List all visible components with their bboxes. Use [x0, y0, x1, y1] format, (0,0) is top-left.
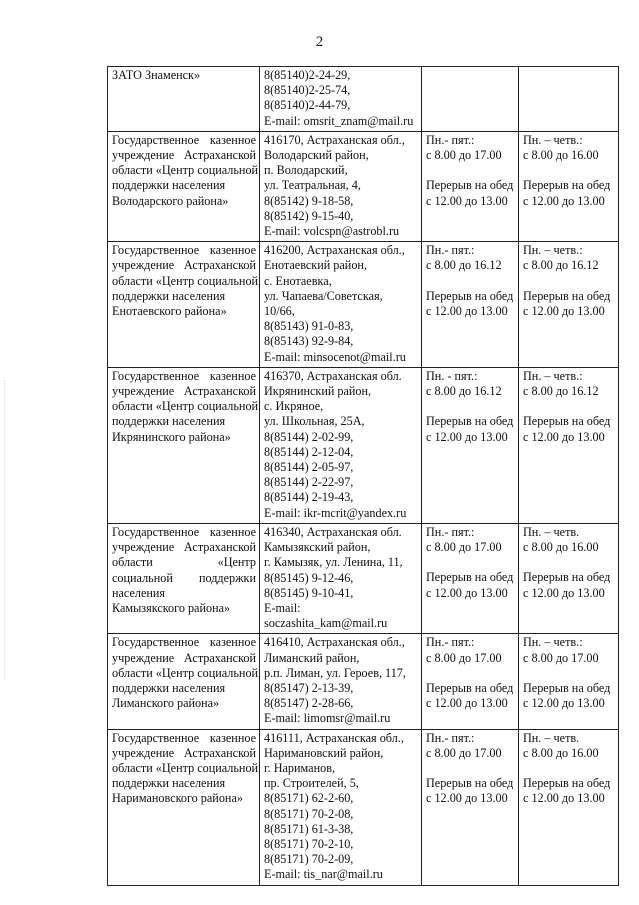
work-days: Пн. - пят.: [426, 368, 478, 383]
org-name-line: области «Центр социальной [112, 665, 259, 680]
org-name-line: учреждение Астраханской [112, 650, 256, 665]
table-row [108, 242, 619, 368]
email-link[interactable]: E-mail: omsrit_znam@mail.ru [264, 113, 414, 128]
address-line: с. Икряное, [264, 399, 324, 414]
lunch-break-label: Перерыв на обед [426, 776, 514, 791]
org-name-line: поддержки населения [112, 288, 226, 303]
lunch-break-label: Перерыв на обед [523, 776, 611, 791]
email-link[interactable]: E-mail: limomsr@mail.ru [264, 711, 391, 726]
lunch-break-time: с 12.00 до 13.00 [426, 193, 508, 208]
email-link[interactable]: E-mail: tis_nar@mail.ru [264, 867, 383, 882]
work-days: Пн. – четв.: [523, 368, 583, 383]
lunch-break-label: Перерыв на обед [426, 178, 514, 193]
address-line: 8(85144) 2-22-97, [264, 475, 354, 490]
table-row [108, 729, 619, 885]
spacer [426, 555, 515, 570]
address-line: Камызякский район, [264, 540, 371, 555]
org-name-cell [108, 634, 260, 729]
address-line: Енотаевский район, [264, 258, 367, 273]
table-body [108, 67, 619, 886]
address-line: ул. Школьная, 25А, [264, 414, 365, 429]
spacer [426, 274, 515, 289]
hours-short-week-cell [519, 523, 619, 633]
hours-short-week-cell [519, 634, 619, 729]
spacer [426, 399, 515, 414]
table-row [108, 523, 619, 633]
address-line: Наримановский район, [264, 745, 384, 760]
lunch-break-time: с 12.00 до 13.00 [426, 429, 508, 444]
lunch-break-label: Перерыв на обед [426, 414, 514, 429]
page-number: 2 [315, 34, 324, 50]
address-line: 416170, Астраханская обл., [264, 132, 405, 147]
org-name-line: области «Центр социальной [112, 273, 259, 288]
address-line: г. Камызяк, ул. Ленина, 11, [264, 555, 403, 570]
org-name-line: области «Центр социальной [112, 163, 259, 178]
work-days: Пн.- пят.: [426, 132, 475, 147]
address-cell [260, 634, 422, 729]
address-line: 8(85144) 2-19-43, [264, 490, 354, 505]
address-line: 8(85171) 70-2-08, [264, 806, 354, 821]
org-name-line: Енотаевского района» [112, 304, 227, 319]
lunch-break-time: с 12.00 до 13.00 [523, 696, 605, 711]
org-name-line: Наримановского района» [112, 791, 243, 806]
address-line: 8(85144) 2-05-97, [264, 460, 354, 475]
table-row [108, 131, 619, 241]
org-name-line: ЗАТО Знаменск» [112, 68, 201, 82]
address-line: пр. Строителей, 5, [264, 776, 359, 791]
address-line: Володарский район, [264, 148, 369, 163]
table-row [108, 67, 619, 132]
hours-weekdays-cell [422, 131, 519, 241]
org-name-line: области «Центр социальной [112, 760, 259, 775]
org-name-line: учреждение Астраханской [112, 258, 256, 273]
org-name-cell [108, 242, 260, 368]
lunch-break-label: Перерыв на обед [523, 570, 611, 585]
work-time: с 8.00 до 16.12 [523, 258, 599, 273]
address-cell [260, 242, 422, 368]
org-name-cell [108, 729, 260, 885]
address-cell [260, 729, 422, 885]
address-line: 10/66, [264, 304, 295, 319]
address-line: 8(85147) 2-28-66, [264, 696, 354, 711]
lunch-break-label: Перерыв на обед [426, 288, 514, 303]
org-name-line: учреждение Астраханской [112, 540, 256, 555]
address-line: ул. Театральная, 4, [264, 178, 361, 193]
hours-weekdays-cell [422, 67, 519, 132]
org-name-line: поддержки населения [112, 680, 226, 695]
address-line: 8(85142) 9-15-40, [264, 208, 354, 223]
org-name-line: Государственное казенное [112, 730, 256, 745]
lunch-break-time: с 12.00 до 13.00 [523, 304, 605, 319]
org-name-line: Камызякского района» [112, 600, 231, 615]
work-days: Пн.- пят.: [426, 635, 475, 650]
address-line: 8(85144) 2-12-04, [264, 444, 354, 459]
org-name-line: населения [112, 585, 166, 600]
org-name-line: Государственное казенное [112, 243, 256, 258]
org-name-line: Государственное казенное [112, 635, 256, 650]
address-cell [260, 131, 422, 241]
hours-weekdays-cell [422, 242, 519, 368]
work-days: Пн.- пят.: [426, 730, 475, 745]
work-time: с 8.00 до 16.00 [523, 540, 599, 555]
lunch-break-time: с 12.00 до 13.00 [426, 304, 508, 319]
org-name-line: учреждение Астраханской [112, 384, 256, 399]
address-line: 416370, Астраханская обл. [264, 368, 402, 383]
address-cell [260, 367, 422, 523]
email-link[interactable]: soczashita_kam@mail.ru [264, 616, 388, 631]
address-line: п. Володарский, [264, 163, 348, 178]
work-time: с 8.00 до 17.00 [426, 148, 502, 163]
address-line: 8(85143) 92-9-84, [264, 334, 354, 349]
hours-short-week-cell [519, 242, 619, 368]
address-line: 416410, Астраханская обл., [264, 635, 405, 650]
institutions-table [107, 66, 619, 886]
spacer [523, 274, 615, 289]
org-name-cell [108, 523, 260, 633]
work-days: Пн. – четв. [523, 730, 580, 745]
work-days: Пн. – четв. [523, 524, 580, 539]
work-time: с 8.00 до 17.00 [426, 540, 502, 555]
lunch-break-label: Перерыв на обед [426, 570, 514, 585]
lunch-break-time: с 12.00 до 13.00 [523, 791, 605, 806]
hours-weekdays-cell [422, 729, 519, 885]
spacer [523, 666, 615, 681]
hours-short-week-cell [519, 131, 619, 241]
address-line: 8(85143) 91-0-83, [264, 319, 354, 334]
address-cell [260, 523, 422, 633]
email-link[interactable]: E-mail: ikr-mcrit@yandex.ru [264, 505, 407, 520]
address-line: Икрянинский район, [264, 384, 372, 399]
org-name-line: социальной поддержки [112, 570, 256, 585]
lunch-break-time: с 12.00 до 13.00 [523, 193, 605, 208]
address-line: 416340, Астраханская обл. [264, 524, 402, 539]
address-line: 8(85140)2-44-79, [264, 98, 351, 113]
org-name-cell [108, 67, 260, 132]
work-days: Пн.- пят.: [426, 524, 475, 539]
lunch-break-time: с 12.00 до 13.00 [426, 585, 508, 600]
work-time: с 8.00 до 16.00 [523, 148, 599, 163]
org-name-cell [108, 131, 260, 241]
org-name-line: Государственное казенное [112, 132, 256, 147]
org-name-line: Володарского района» [112, 193, 229, 208]
org-name-line: Лиманского района» [112, 696, 220, 711]
address-line: 8(85171) 62-2-60, [264, 791, 354, 806]
lunch-break-label: Перерыв на обед [523, 178, 611, 193]
address-line: 8(85144) 2-02-99, [264, 429, 354, 444]
address-cell [260, 67, 422, 132]
hours-short-week-cell [519, 67, 619, 132]
work-days: Пн. – четв.: [523, 132, 583, 147]
address-line: р.п. Лиман, ул. Героев, 117, [264, 665, 406, 680]
work-days: Пн.- пят.: [426, 243, 475, 258]
spacer [523, 761, 615, 776]
address-line: Лиманский район, [264, 650, 360, 665]
hours-short-week-cell [519, 367, 619, 523]
table-row [108, 634, 619, 729]
address-line: г. Нариманов, [264, 760, 335, 775]
spacer [523, 163, 615, 178]
lunch-break-time: с 12.00 до 13.00 [523, 585, 605, 600]
org-name-line: учреждение Астраханской [112, 745, 256, 760]
org-name-line: области «Центр [112, 555, 256, 570]
spacer [523, 399, 615, 414]
hours-weekdays-cell [422, 523, 519, 633]
email-link[interactable]: E-mail: volcspn@astrobl.ru [264, 224, 400, 239]
org-name-line: Государственное казенное [112, 524, 256, 539]
work-time: с 8.00 до 16.12 [426, 258, 502, 273]
work-days: Пн. – четв.: [523, 243, 583, 258]
address-line: 8(85145) 9-12-46, [264, 570, 354, 585]
org-name-line: поддержки населения [112, 414, 226, 429]
address-line: 8(85140)2-25-74, [264, 83, 351, 98]
address-line: ул. Чапаева/Советская, [264, 288, 383, 303]
work-days: Пн. – четв.: [523, 635, 583, 650]
email-link[interactable]: E-mail: minsocenot@mail.ru [264, 349, 406, 364]
org-name-line: поддержки населения [112, 776, 226, 791]
org-name-line: Государственное казенное [112, 368, 256, 383]
org-name-line: поддержки населения [112, 178, 226, 193]
address-line: 8(85140)2-24-29, [264, 68, 351, 82]
hours-weekdays-cell [422, 634, 519, 729]
org-name-line: учреждение Астраханской [112, 148, 256, 163]
work-time: с 8.00 до 16.12 [523, 384, 599, 399]
spacer [523, 555, 615, 570]
lunch-break-label: Перерыв на обед [523, 414, 611, 429]
address-line: 8(85147) 2-13-39, [264, 680, 354, 695]
hours-short-week-cell [519, 729, 619, 885]
work-time: с 8.00 до 17.00 [426, 650, 502, 665]
address-line: 416200, Астраханская обл., [264, 243, 405, 258]
lunch-break-label: Перерыв на обед [523, 680, 611, 695]
address-line: 416111, Астраханская обл., [264, 730, 404, 745]
table-row [108, 367, 619, 523]
address-line: 8(85171) 70-2-10, [264, 836, 354, 851]
lunch-break-time: с 12.00 до 13.00 [523, 429, 605, 444]
address-line: E-mail: [264, 600, 301, 615]
address-line: 8(85171) 70-2-09, [264, 852, 354, 867]
hours-weekdays-cell [422, 367, 519, 523]
address-line: 8(85171) 61-3-38, [264, 821, 354, 836]
spacer [426, 761, 515, 776]
address-line: с. Енотаевка, [264, 273, 332, 288]
org-name-cell [108, 367, 260, 523]
work-time: с 8.00 до 17.00 [426, 745, 502, 760]
work-time: с 8.00 до 17.00 [523, 650, 599, 665]
address-line: 8(85142) 9-18-58, [264, 193, 354, 208]
spacer [426, 666, 515, 681]
lunch-break-label: Перерыв на обед [426, 680, 514, 695]
org-name-line: Икрянинского района» [112, 429, 231, 444]
lunch-break-time: с 12.00 до 13.00 [426, 791, 508, 806]
scan-artifact [4, 380, 7, 680]
work-time: с 8.00 до 16.00 [523, 745, 599, 760]
lunch-break-label: Перерыв на обед [523, 288, 611, 303]
address-line: 8(85145) 9-10-41, [264, 585, 354, 600]
work-time: с 8.00 до 16.12 [426, 384, 502, 399]
org-name-line: области «Центр социальной [112, 399, 259, 414]
spacer [426, 163, 515, 178]
lunch-break-time: с 12.00 до 13.00 [426, 696, 508, 711]
